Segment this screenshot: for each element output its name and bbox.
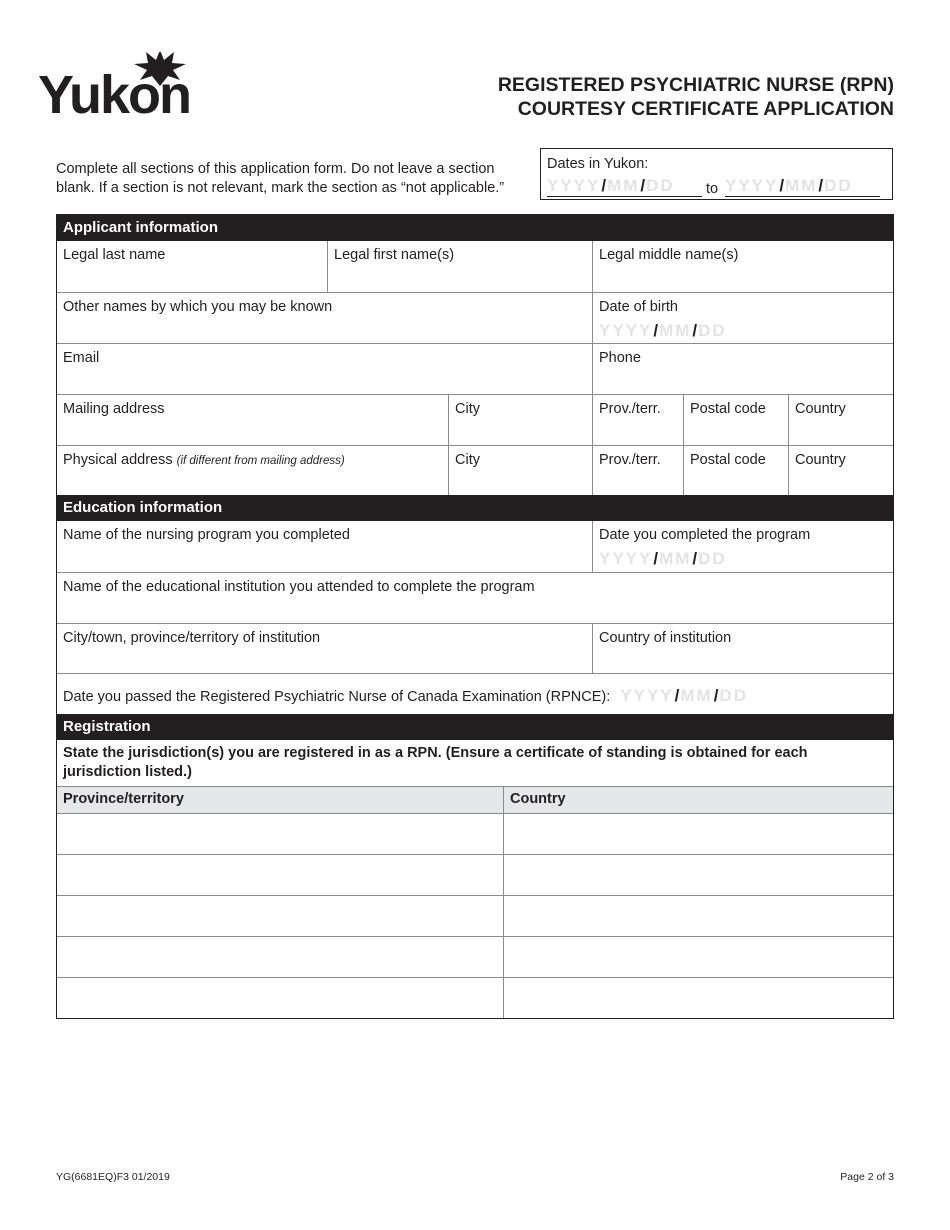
yyyy-placeholder: YYYY	[599, 321, 653, 340]
field-label: Mailing address	[63, 401, 165, 417]
mm-placeholder: MM	[785, 176, 818, 195]
date-separator: /	[818, 176, 824, 195]
field-label: Other names by which you may be known	[63, 299, 333, 315]
yyyy-placeholder: YYYY	[547, 176, 601, 195]
date-separator: /	[674, 686, 680, 705]
date-separator: /	[653, 321, 659, 340]
rpnce-date-field[interactable]	[57, 674, 893, 714]
field-label: Prov./terr.	[599, 452, 661, 468]
institution-country-field[interactable]	[592, 624, 893, 673]
field-label: Legal middle name(s)	[599, 247, 739, 263]
field-note: (if different from mailing address)	[176, 455, 345, 467]
field-label: Phone	[599, 350, 641, 366]
date-separator: /	[779, 176, 785, 195]
date-placeholder	[599, 549, 887, 569]
nursing-program-field[interactable]	[57, 521, 592, 572]
country-cell[interactable]	[504, 937, 893, 977]
field-label: Country	[795, 401, 846, 417]
field-label: Legal first name(s)	[334, 247, 455, 263]
table-row	[57, 854, 893, 895]
mm-placeholder: MM	[680, 686, 713, 705]
date-separator: /	[692, 321, 698, 340]
application-form	[56, 214, 894, 1019]
physical-address-field[interactable]	[57, 446, 448, 495]
education-section-heading: Education information	[57, 495, 893, 521]
country-cell[interactable]	[504, 814, 893, 854]
mailing-country-field[interactable]	[788, 395, 893, 445]
legal-last-name-field[interactable]	[57, 241, 327, 292]
field-label: Name of the nursing program you completed	[63, 527, 350, 543]
email-field[interactable]	[57, 344, 592, 394]
registration-section-heading: Registration	[57, 714, 893, 740]
field-label: Country	[795, 452, 846, 468]
date-placeholder	[599, 321, 887, 341]
phone-field[interactable]	[592, 344, 893, 394]
field-label: Date you passed the Registered Psychiatric Nurse of Canada Examination (RPNCE):	[63, 689, 611, 705]
field-label: Physical address	[63, 452, 173, 468]
field-label: Legal last name	[63, 247, 166, 263]
applicant-section-heading: Applicant information	[57, 215, 893, 241]
title-line-2: COURTESY CERTIFICATE APPLICATION	[517, 98, 894, 120]
field-label: Name of the educational institution you attended to complete the program	[63, 579, 535, 595]
field-label: Prov./terr.	[599, 401, 661, 417]
yyyy-placeholder: YYYY	[620, 686, 674, 705]
date-separator: /	[692, 549, 698, 568]
field-label: City	[455, 452, 480, 468]
table-row	[57, 813, 893, 854]
form-code: YG(6681EQ)F3 01/2019	[56, 1171, 170, 1183]
province-territory-cell[interactable]	[57, 896, 504, 936]
mailing-prov-field[interactable]	[592, 395, 683, 445]
mailing-address-field[interactable]	[57, 395, 448, 445]
date-of-birth-field[interactable]	[592, 293, 893, 343]
table-row	[57, 977, 893, 1018]
intro-text: Complete all sections of this application form. Do not leave a section blank. If a section is not relevant, mark the section as “not applicable.”	[56, 161, 505, 196]
page-number: Page 2 of 3	[840, 1171, 894, 1183]
other-names-field[interactable]	[57, 293, 592, 343]
logo-wordmark: Yukon	[38, 65, 191, 125]
legal-first-names-field[interactable]	[327, 241, 592, 292]
dates-in-yukon-label: Dates in Yukon:	[547, 156, 649, 172]
province-territory-cell[interactable]	[57, 978, 504, 1018]
field-label: City/town, province/territory of institution	[63, 630, 321, 646]
to-label: to	[706, 181, 719, 197]
dates-from-field[interactable]	[547, 176, 702, 197]
date-separator: /	[713, 686, 719, 705]
country-cell[interactable]	[504, 896, 893, 936]
form-title	[498, 73, 894, 121]
mm-placeholder: MM	[659, 321, 692, 340]
legal-middle-names-field[interactable]	[592, 241, 893, 292]
table-row	[57, 895, 893, 936]
mailing-city-field[interactable]	[448, 395, 592, 445]
physical-postal-code-field[interactable]	[683, 446, 788, 495]
province-territory-cell[interactable]	[57, 855, 504, 895]
dates-in-yukon-box	[540, 148, 893, 200]
country-cell[interactable]	[504, 978, 893, 1018]
registration-table-body	[57, 813, 893, 1018]
institution-field[interactable]	[57, 573, 893, 623]
dd-placeholder: DD	[698, 549, 727, 568]
field-label: Country of institution	[599, 630, 732, 646]
mm-placeholder: MM	[659, 549, 692, 568]
col-province-territory: Province/territory	[57, 787, 504, 813]
mm-placeholder: MM	[607, 176, 640, 195]
dd-placeholder: DD	[698, 321, 727, 340]
field-label: Postal code	[690, 401, 766, 417]
field-label: Date of birth	[599, 299, 678, 315]
field-label: Postal code	[690, 452, 766, 468]
country-cell[interactable]	[504, 855, 893, 895]
field-label: Email	[63, 350, 100, 366]
province-territory-cell[interactable]	[57, 937, 504, 977]
yyyy-placeholder: YYYY	[599, 549, 653, 568]
col-country: Country	[510, 791, 566, 807]
dd-placeholder: DD	[719, 686, 748, 705]
title-line-1: REGISTERED PSYCHIATRIC NURSE (RPN)	[497, 74, 894, 96]
registration-instruction: State the jurisdiction(s) you are registered in as a RPN. (Ensure a certificate of standing is obtained for each jurisdiction listed.)	[63, 745, 808, 780]
field-label: Date you completed the program	[599, 527, 811, 543]
registration-table-header	[57, 786, 893, 813]
dates-to-field[interactable]	[725, 176, 880, 197]
yukon-logo	[38, 50, 213, 125]
program-completion-date-field[interactable]	[592, 521, 893, 572]
date-separator: /	[653, 549, 659, 568]
field-label: City	[455, 401, 480, 417]
date-placeholder	[620, 686, 748, 705]
yyyy-placeholder: YYYY	[725, 176, 779, 195]
physical-country-field[interactable]	[788, 446, 893, 495]
physical-city-field[interactable]	[448, 446, 592, 495]
institution-city-field[interactable]	[57, 624, 592, 673]
date-separator: /	[601, 176, 607, 195]
dd-placeholder: DD	[824, 176, 853, 195]
mailing-postal-code-field[interactable]	[683, 395, 788, 445]
table-row	[57, 936, 893, 977]
province-territory-cell[interactable]	[57, 814, 504, 854]
dd-placeholder: DD	[646, 176, 675, 195]
physical-prov-field[interactable]	[592, 446, 683, 495]
date-separator: /	[640, 176, 646, 195]
